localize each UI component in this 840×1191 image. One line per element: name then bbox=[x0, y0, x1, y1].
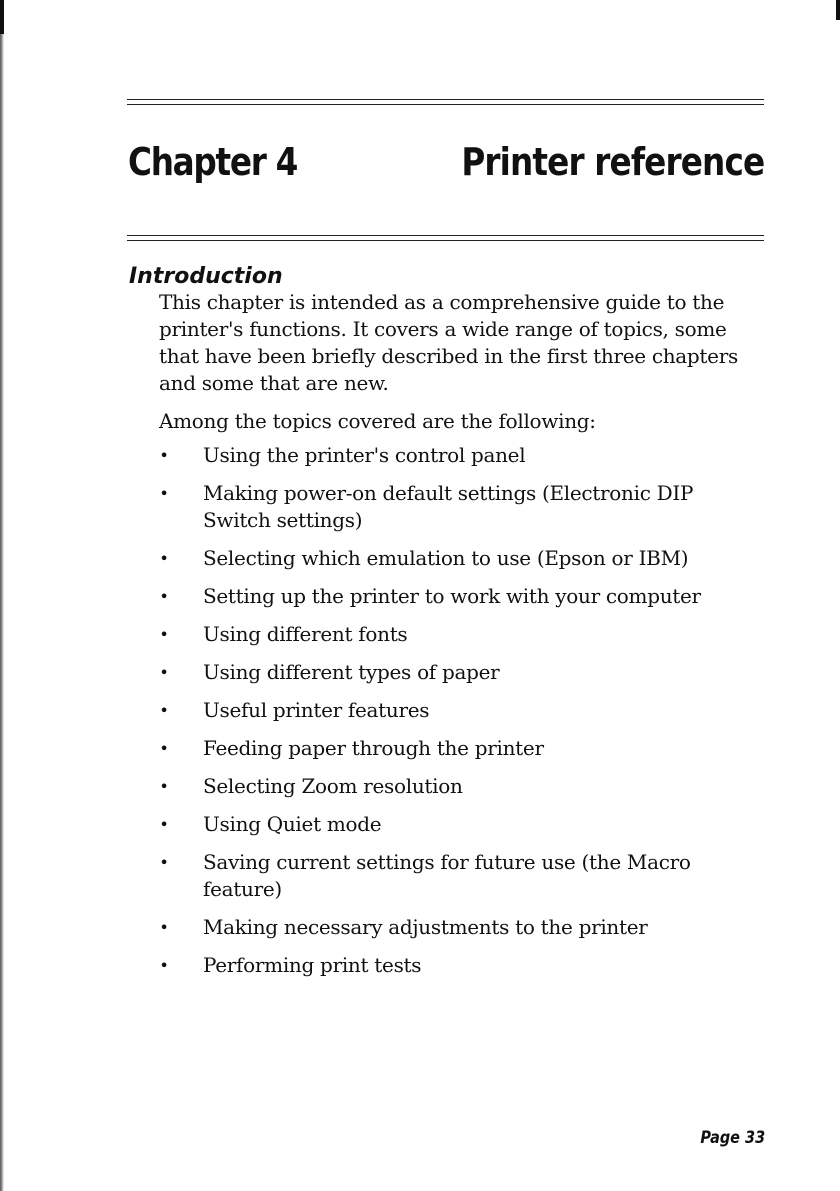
topics-list bbox=[159, 442, 759, 979]
list-item bbox=[159, 952, 759, 979]
list-item-text: Using different types of paper bbox=[203, 660, 500, 684]
chapter-label: Chapter 4 bbox=[128, 140, 298, 184]
list-item-text: Useful printer features bbox=[203, 698, 430, 722]
list-item-text: Selecting Zoom resolution bbox=[203, 774, 463, 798]
list-item bbox=[159, 914, 759, 941]
list-item-text: Setting up the printer to work with your computer bbox=[203, 584, 701, 608]
bullet-icon: • bbox=[159, 815, 169, 834]
bullet-icon: • bbox=[159, 484, 169, 503]
list-item-text: Feeding paper through the printer bbox=[203, 736, 544, 760]
bullet-icon: • bbox=[159, 956, 169, 975]
bullet-icon: • bbox=[159, 587, 169, 606]
chapter-title: Printer reference bbox=[461, 140, 764, 184]
section-heading: Introduction bbox=[129, 264, 283, 289]
list-item-text: Using Quiet mode bbox=[203, 812, 382, 836]
bullet-icon: • bbox=[159, 701, 169, 720]
list-item-text: Performing print tests bbox=[203, 953, 422, 977]
list-item bbox=[159, 849, 759, 903]
list-item-text: Using different fonts bbox=[203, 622, 408, 646]
bullet-icon: • bbox=[159, 625, 169, 644]
bullet-icon: • bbox=[159, 918, 169, 937]
bullet-icon: • bbox=[159, 739, 169, 758]
bullet-icon: • bbox=[159, 777, 169, 796]
list-item bbox=[159, 545, 759, 572]
header-rule-top bbox=[127, 99, 764, 105]
bullet-icon: • bbox=[159, 853, 169, 872]
list-item bbox=[159, 773, 759, 800]
scan-mark-left bbox=[0, 0, 4, 34]
scan-edge-shadow bbox=[0, 0, 4, 1191]
list-item-text: Making power-on default settings (Electronic DIP Switch settings) bbox=[203, 481, 694, 532]
scan-mark-right bbox=[836, 0, 840, 20]
bullet-icon: • bbox=[159, 549, 169, 568]
bullet-icon: • bbox=[159, 663, 169, 682]
list-item-text: Selecting which emulation to use (Epson or IBM) bbox=[203, 546, 689, 570]
bullet-icon: • bbox=[159, 446, 169, 465]
header-rule-bottom bbox=[127, 235, 764, 241]
list-item bbox=[159, 659, 759, 686]
list-item bbox=[159, 811, 759, 838]
list-item-text: Saving current settings for future use (the Macro feature) bbox=[203, 850, 691, 901]
intro-paragraph: This chapter is intended as a comprehensive guide to the printer's functions. It covers a wide range of topics, some that have been briefly described in the first three chapters and some that are new. bbox=[159, 290, 738, 395]
list-item bbox=[159, 621, 759, 648]
list-item-text: Using the printer's control panel bbox=[203, 443, 526, 467]
list-lead: Among the topics covered are the following: bbox=[159, 409, 596, 433]
list-item bbox=[159, 583, 759, 610]
list-item bbox=[159, 480, 759, 534]
list-item bbox=[159, 442, 759, 469]
list-item bbox=[159, 735, 759, 762]
section-content bbox=[159, 289, 759, 990]
list-item bbox=[159, 697, 759, 724]
page-number: Page 33 bbox=[700, 1128, 765, 1148]
list-item-text: Making necessary adjustments to the printer bbox=[203, 915, 648, 939]
